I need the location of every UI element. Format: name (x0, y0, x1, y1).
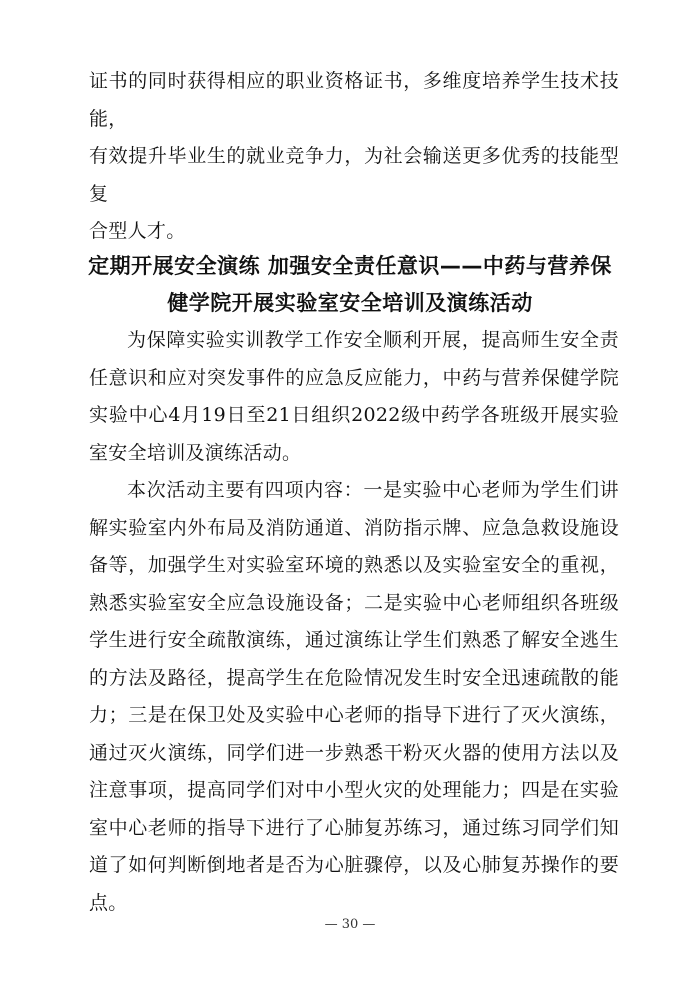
article-paragraph: 本次活动主要有四项内容：一是实验中心老师为学生们讲解实验室内外布局及消防通道、消防指示牌、应急急救设施设备等，加强学生对实验室环境的熟悉以及实验室安全的重视，熟悉实验室安全应急设施设备；二是实验中心老师组织各班级学生进行安全疏散演练，通过演练让学生们熟悉了解安全逃生的方法及路径，提高学生在危险情况发生时安全迅速疏散的能力；三是在保卫处及实验中心老师的指导下进行了灭火演练，通过灭火演练，同学们进一步熟悉干粉灭火器的使用方法以及注意事项，提高同学们对中小型火灾的处理能力；四是在实验室中心老师的指导下进行了心肺复苏练习，通过练习同学们知道了如何判断倒地者是否为心脏骤停，以及心肺复苏操作的要点。 (89, 479, 619, 914)
intro-line: 合型人才。 (89, 220, 186, 242)
page-number: — 30 — (324, 917, 376, 932)
article-title (60, 248, 640, 322)
article-body (89, 322, 619, 922)
intro-line: 有效提升毕业生的就业竞争力，为社会输送更多优秀的技能型复 (89, 145, 619, 205)
intro-line: 证书的同时获得相应的职业资格证书，多维度培养学生技术技能， (89, 70, 619, 130)
article-title-line-1: 定期开展安全演练 加强安全责任意识——中药与营养保 (88, 254, 612, 278)
intro-continuation (89, 63, 619, 251)
article-title-line-2: 健学院开展实验室安全培训及演练活动 (167, 291, 533, 315)
article-paragraph: 为保障实验实训教学工作安全顺利开展，提高师生安全责任意识和应对突发事件的应急反应能力，中药与营养保健学院实验中心4月19日至21日组织2022级中药学各班级开展实验室安全培训及演练活动。 (89, 329, 619, 464)
